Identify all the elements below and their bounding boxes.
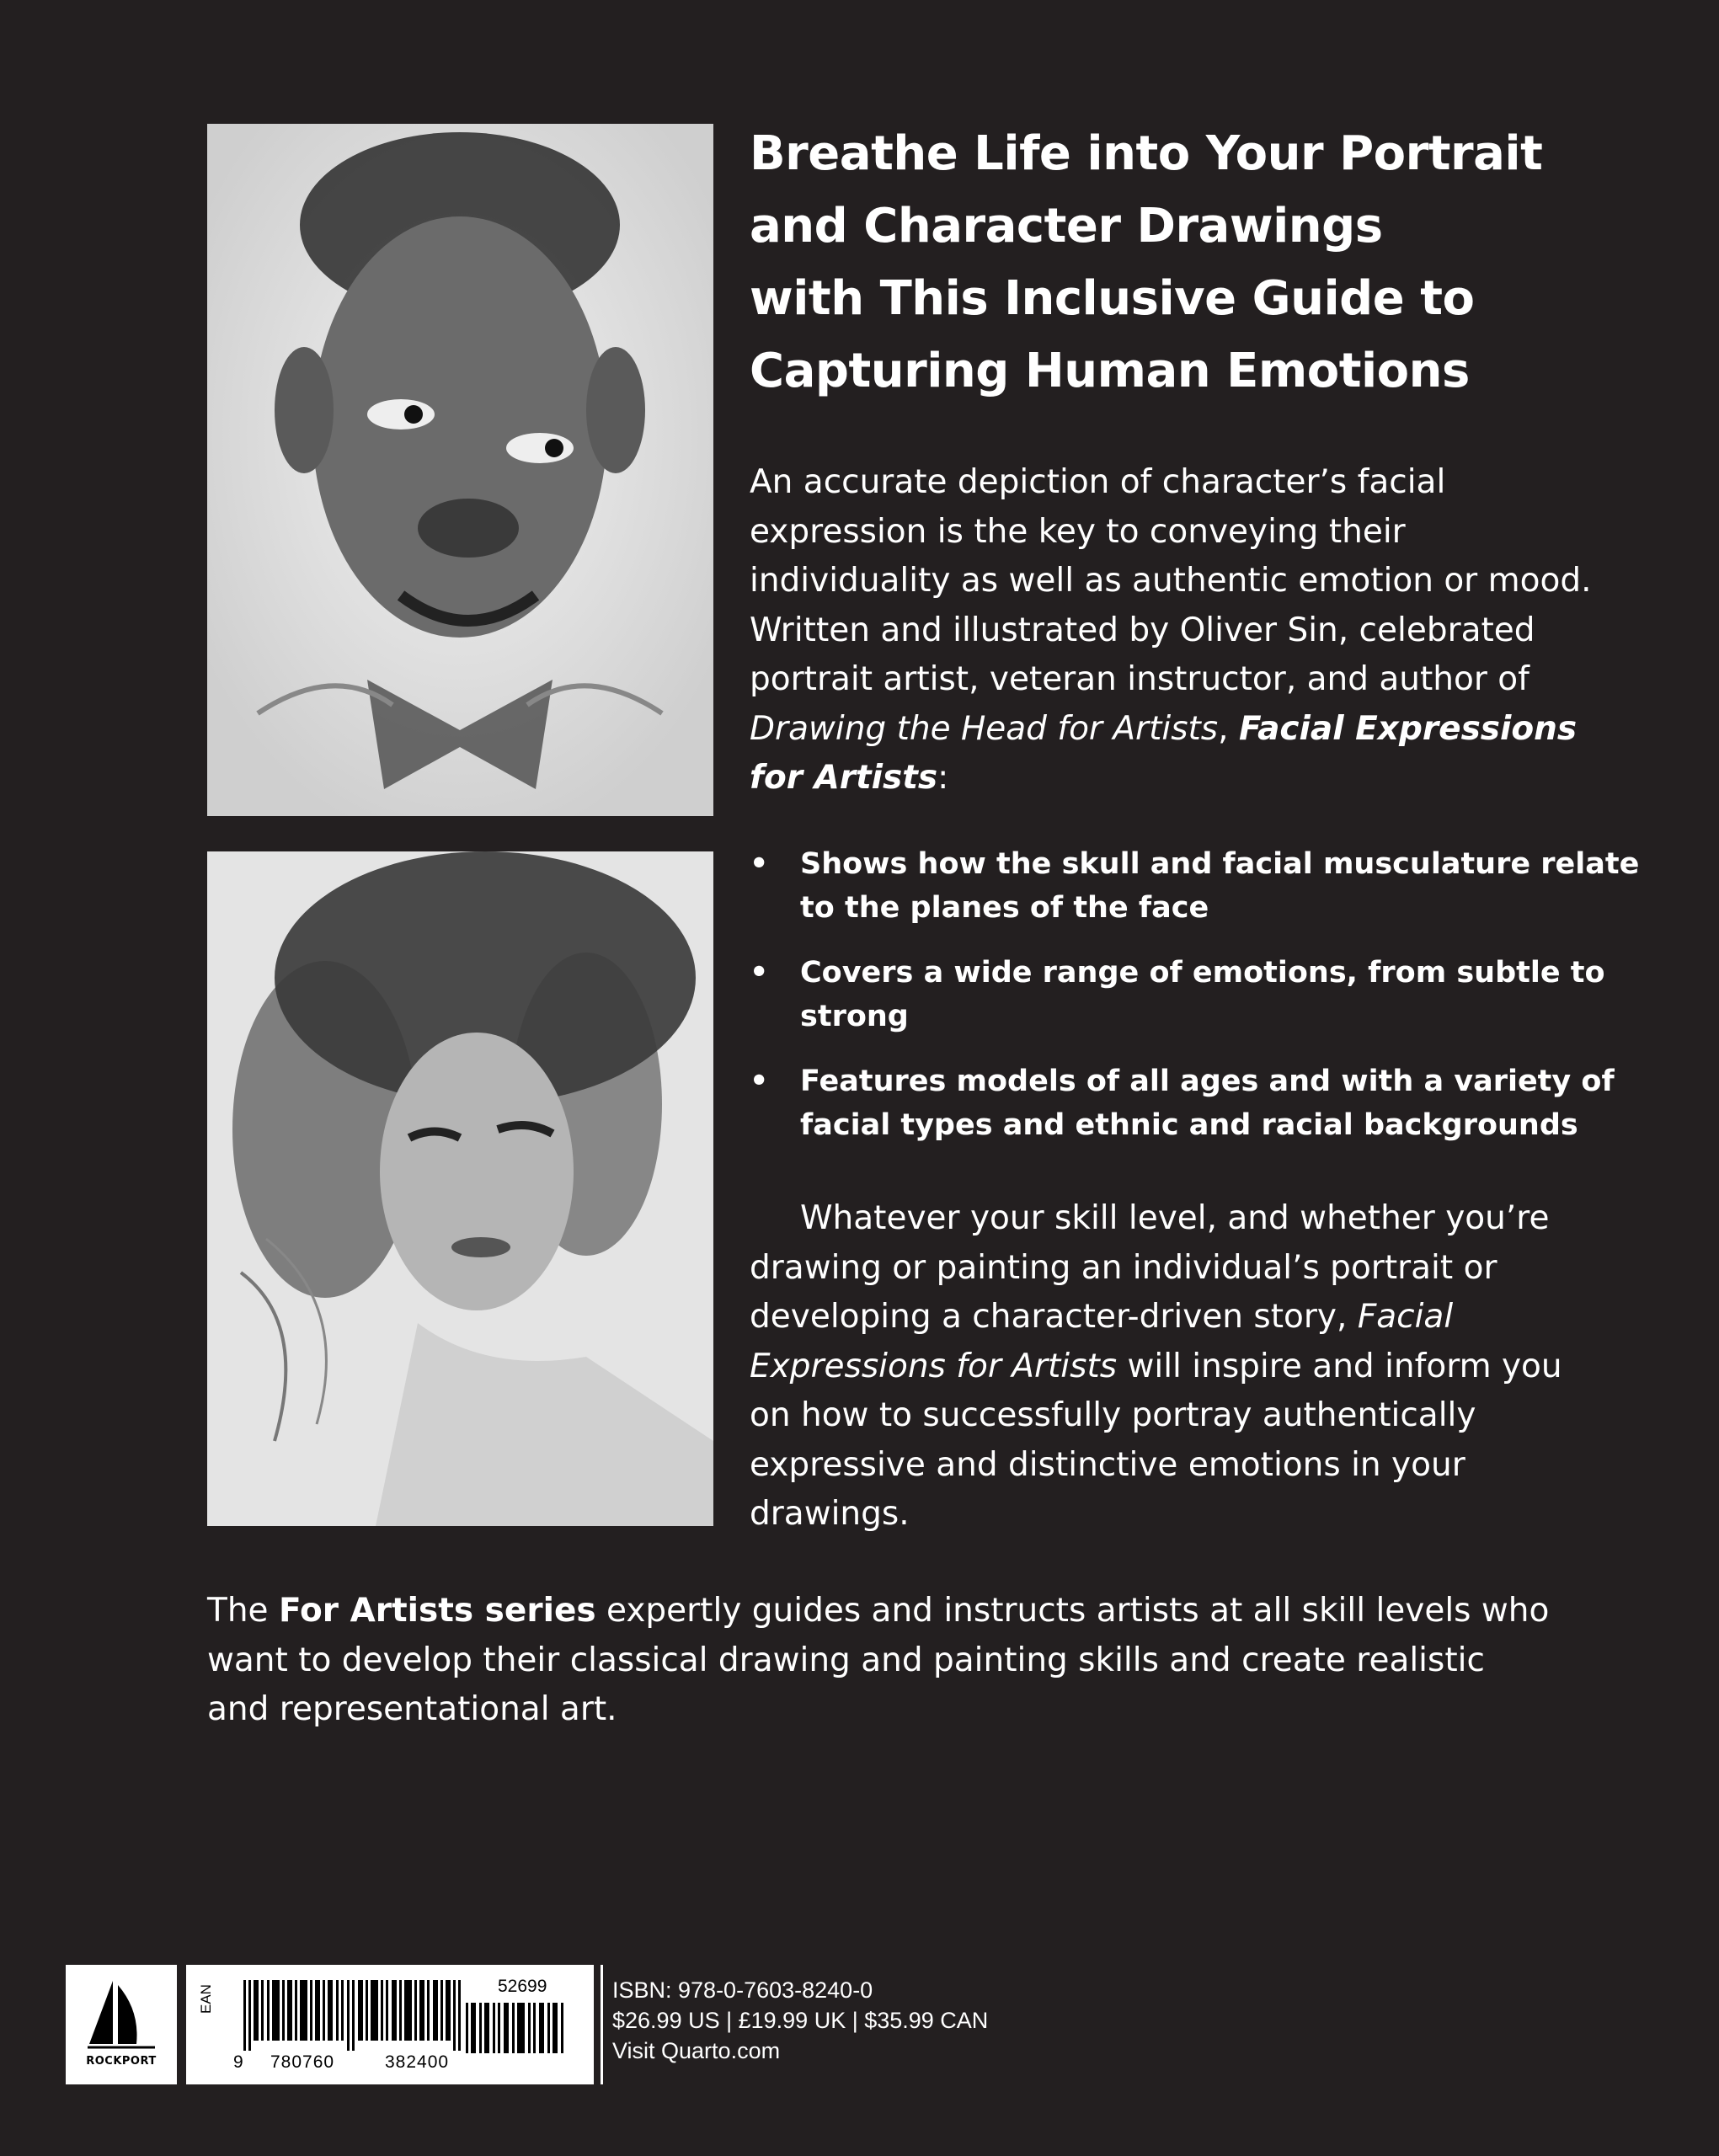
isbn: ISBN: 978-0-7603-8240-0 [612,1977,873,2003]
barcode-addon-bars [466,2003,567,2053]
barcode-right-digits: 382400 [385,2052,450,2072]
feature-item: • Shows how the skull and facial musculature relate to the planes of the face [750,842,1642,930]
ean-label: EAN [198,1984,214,2014]
intro-end: : [937,759,949,797]
portrait-drawing-boy [207,124,713,816]
headline-line: and Character Drawings [750,199,1383,253]
outro-book-title: Facial Expressions for Artists [750,1298,1454,1385]
book-info [612,1975,988,2066]
series-paragraph [207,1587,1555,1735]
feature-item: • Covers a wide range of emotions, from subtle to strong [750,951,1642,1038]
outro-text-2: will inspire and inform you on how to successfully portray authentically expressive and distinctive emotions in your drawings. [750,1347,1562,1533]
book-title-drawing-head: Drawing the Head for Artists [750,709,1219,748]
sailboat-icon [88,1977,155,2052]
headline [750,118,1634,408]
feature-list [750,842,1642,1168]
barcode-left-digits: 780760 [270,2052,335,2072]
publisher-name: ROCKPORT [86,2055,157,2068]
headline-line: Breathe Life into Your Portrait [750,126,1543,181]
price: $26.99 US | £19.99 UK | $35.99 CAN [612,2008,989,2033]
publisher-logo [66,1965,177,2084]
headline-line: with This Inclusive Guide to [750,271,1475,326]
outro-paragraph [750,1194,1592,1540]
outro-text-1: Whatever your skill level, and whether you’re drawing or painting an individual’s portrait or developing a character-driven story, [750,1199,1550,1336]
barcode-bars [243,1980,461,2051]
intro-separator: , [1218,709,1239,748]
feature-item: • Features models of all ages and with a variety of facial types and ethnic and racial backgrounds [750,1059,1642,1147]
book-title-facial-expressions: Facial Expressions for Artists [750,709,1578,797]
intro-paragraph [750,458,1592,803]
intro-text: An accurate depiction of character’s facial expression is the key to conveying their individuality as well as authentic emotion or mood. Written and illustrated by Oliver Sin, celebrated portrait artist, veteran instructor, and author of [750,463,1592,698]
barcode-addon-digits: 52699 [498,1977,547,1996]
series-name: For Artists series [278,1592,596,1630]
headline-line: Capturing Human Emotions [750,344,1470,398]
website: Visit Quarto.com [612,2038,781,2063]
series-post: expertly guides and instructs artists at all skill levels who want to develop their classical drawing and painting skills and create realistic and representational art. [207,1592,1550,1728]
barcode-first-digit: 9 [233,2052,243,2072]
divider [601,1965,603,2084]
series-pre: The [207,1592,279,1630]
barcode [186,1965,594,2084]
portrait-drawing-woman [207,851,713,1526]
